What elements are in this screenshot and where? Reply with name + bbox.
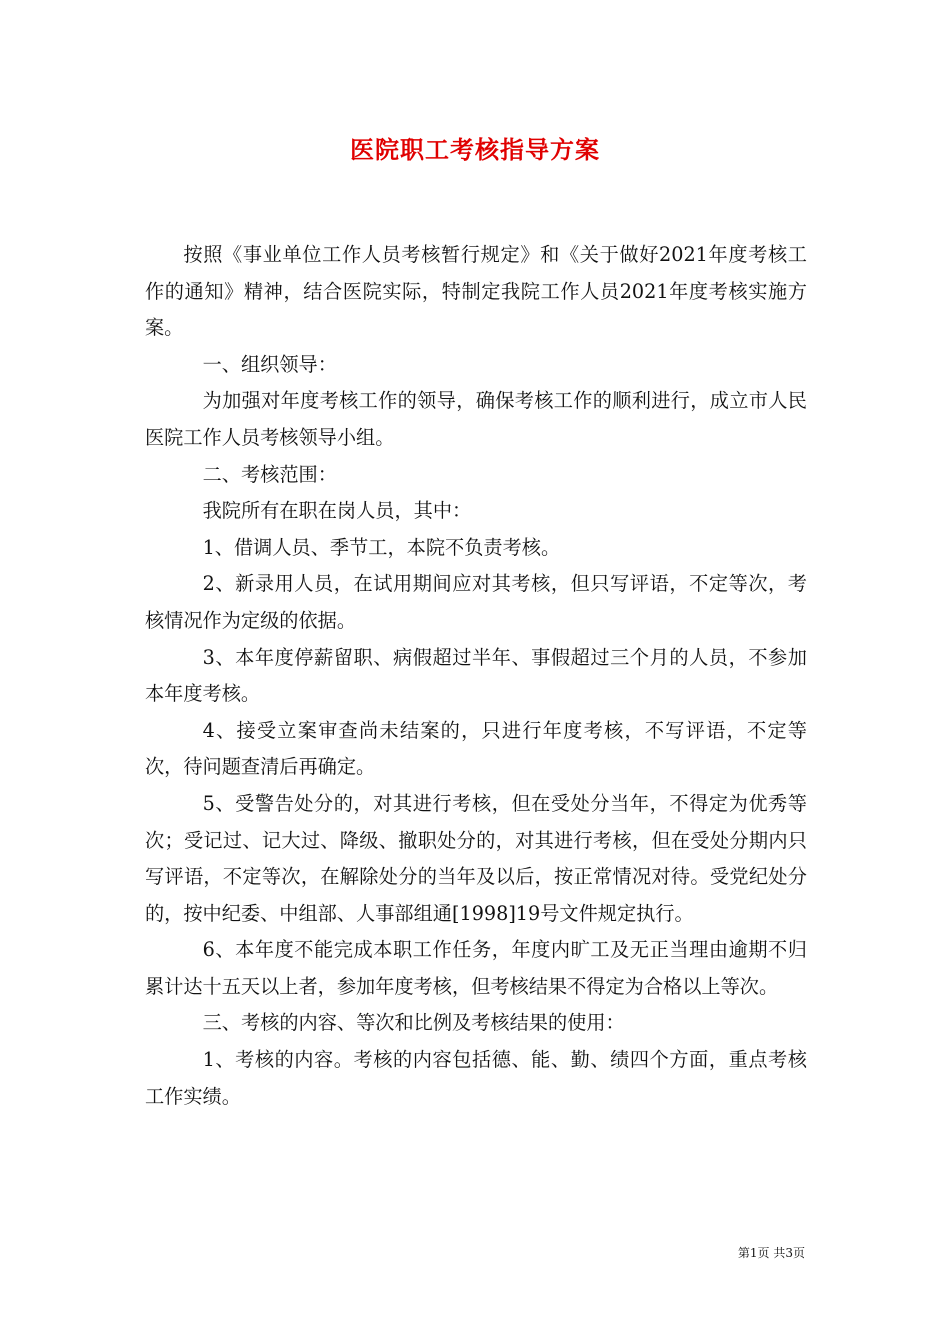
paragraph-section-heading: 三、考核的内容、等次和比例及考核结果的使用： (202, 1011, 625, 1035)
document-body (145, 237, 807, 1115)
paragraph-intro: 按照《事业单位工作人员考核暂行规定》和《关于做好2021年度考核工作的通知》精神，结合医院实际，特制定我院工作人员2021年度考核实施方案。 (145, 243, 807, 340)
list-item: 6、本年度不能完成本职工作任务，年度内旷工及无正当理由逾期不归累计达十五天以上者，参加年度考核，但考核结果不得定为合格以上等次。 (145, 938, 807, 998)
document-title: 医院职工考核指导方案 (350, 136, 600, 164)
page-footer: 第1页 共3页 (737, 1246, 805, 1260)
list-item: 5、受警告处分的，对其进行考核，但在受处分当年，不得定为优秀等次；受记过、记大过、降级、撤职处分的，对其进行考核，但在受处分期内只写评语，不定等次，在解除处分的当年及以后，按正常情况对待。受党纪处分的，按中纪委、中组部、人事部组通[1998]19号文件规定执行。 (145, 791, 807, 925)
paragraph: 我院所有在职在岗人员，其中： (202, 499, 472, 523)
list-item: 2、新录用人员，在试用期间应对其考核，但只写评语，不定等次，考核情况作为定级的依据。 (145, 572, 807, 632)
list-item: 1、考核的内容。考核的内容包括德、能、勤、绩四个方面，重点考核工作实绩。 (145, 1048, 807, 1108)
paragraph: 为加强对年度考核工作的领导，确保考核工作的顺利进行，成立市人民医院工作人员考核领导小组。 (145, 389, 807, 449)
list-item: 3、本年度停薪留职、病假超过半年、事假超过三个月的人员，不参加本年度考核。 (145, 645, 807, 706)
paragraph-section-heading: 一、组织领导： (202, 352, 337, 376)
list-item: 1、借调人员、季节工，本院不负责考核。 (202, 535, 561, 559)
list-item: 4、接受立案审查尚未结案的，只进行年度考核，不写评语，不定等次，待问题查清后再确定。 (145, 718, 807, 779)
paragraph-section-heading: 二、考核范围： (202, 462, 337, 486)
